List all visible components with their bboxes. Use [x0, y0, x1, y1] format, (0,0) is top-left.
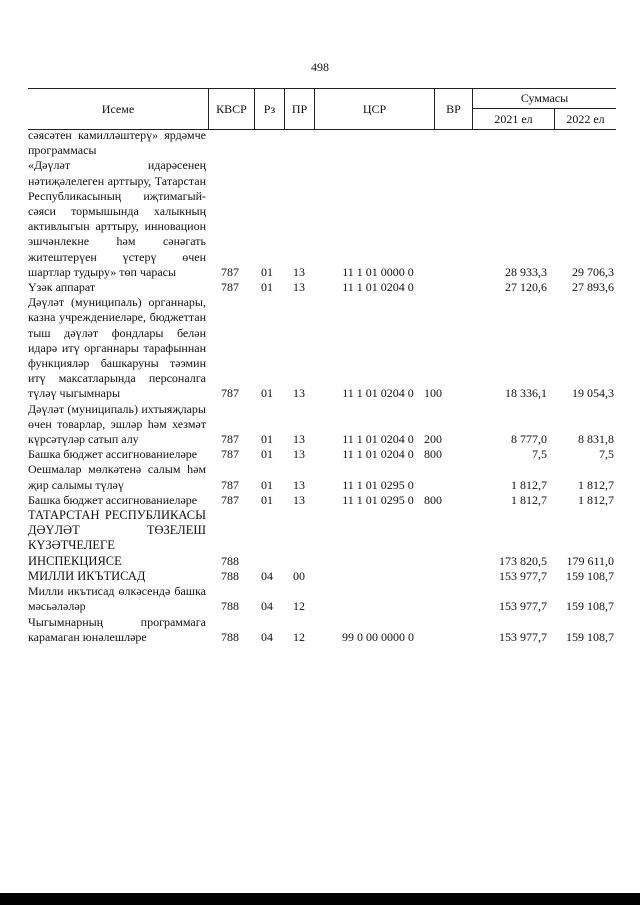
row-kvsr: 787	[221, 386, 239, 401]
row-pr: 13	[293, 386, 305, 401]
row-kvsr: 787	[221, 432, 239, 447]
table-row	[28, 493, 616, 508]
row-csr: 11 1 01 0204 0	[342, 447, 414, 462]
row-sum-2022: 7,5	[599, 447, 614, 462]
table-row	[28, 158, 616, 280]
row-kvsr: 788	[221, 629, 239, 644]
table-row	[28, 402, 616, 448]
row-name: Үзәк аппарат	[28, 280, 96, 295]
row-pr: 13	[293, 280, 305, 295]
table-row	[28, 584, 616, 614]
row-kvsr: 787	[221, 492, 239, 507]
row-sum-2022: 8 831,8	[578, 432, 614, 447]
row-pr: 12	[293, 599, 305, 614]
table-row	[28, 447, 616, 462]
row-sum-2021: 1 812,7	[511, 492, 547, 507]
row-sum-2021: 7,5	[532, 447, 547, 462]
row-name: Дәүләт (муниципаль) ихтыяҗлары өчен товарлар, эшләр һәм хезмәт күрсәтүләр сатып алу	[28, 401, 206, 447]
row-kvsr: 788	[221, 553, 239, 568]
row-name: МИЛЛИ ИКЪТИСАД	[28, 568, 146, 583]
row-sum-2022: 1 812,7	[578, 477, 614, 492]
row-pr: 13	[293, 477, 305, 492]
row-sum-2021: 153 977,7	[499, 568, 547, 583]
row-name: Башка бюджет ассигнованиеләре	[28, 492, 198, 507]
row-csr: 11 1 01 0000 0	[342, 264, 414, 279]
row-kvsr: 788	[221, 568, 239, 583]
table-row	[28, 295, 616, 401]
row-name: сәясәтен камилләштерү» ярдәмче программасы	[28, 128, 206, 158]
page-number: 498	[311, 60, 329, 74]
header-csr: ЦСР	[314, 89, 434, 129]
row-sum-2021: 173 820,5	[499, 553, 547, 568]
row-rz: 04	[261, 629, 273, 644]
row-pr: 13	[293, 432, 305, 447]
row-vr: 800	[424, 447, 442, 462]
row-sum-2021: 153 977,7	[499, 599, 547, 614]
row-name: Чыгымнарның программага карамаган юнәлешләре	[28, 614, 206, 644]
header-name: Исеме	[101, 101, 135, 116]
scan-edge-bar	[0, 893, 640, 905]
row-pr: 12	[293, 629, 305, 644]
row-kvsr: 787	[221, 280, 239, 295]
row-name: Оешмалар мөлкәтенә салым һәм җир салымы түләү	[28, 462, 206, 492]
header-2021: 2021 ел	[472, 109, 554, 129]
row-csr: 11 1 01 0295 0	[342, 477, 414, 492]
header-sums: Суммасы	[472, 89, 616, 109]
row-pr: 13	[293, 264, 305, 279]
row-csr: 11 1 01 0204 0	[342, 280, 414, 295]
row-sum-2022: 29 706,3	[572, 264, 614, 279]
table-header	[28, 88, 616, 130]
header-vr: ВР	[434, 89, 472, 129]
header-kvsr: КВСР	[208, 89, 254, 129]
row-sum-2021: 1 812,7	[511, 477, 547, 492]
row-sum-2021: 28 933,3	[505, 264, 547, 279]
table-body	[28, 128, 616, 645]
row-pr: 13	[293, 492, 305, 507]
row-kvsr: 787	[221, 264, 239, 279]
row-sum-2022: 159 108,7	[566, 629, 614, 644]
table-row	[28, 462, 616, 492]
row-name: Милли икътисад өлкәсендә башка мәсьәләләр	[28, 584, 206, 614]
row-sum-2021: 27 120,6	[505, 280, 547, 295]
row-sum-2022: 27 893,6	[572, 280, 614, 295]
header-2022: 2022 ел	[554, 109, 616, 129]
row-csr: 11 1 01 0204 0	[342, 432, 414, 447]
row-rz: 01	[261, 386, 273, 401]
row-rz: 01	[261, 492, 273, 507]
header-pr: ПР	[284, 89, 314, 129]
row-sum-2022: 179 611,0	[566, 553, 614, 568]
row-pr: 00	[293, 568, 305, 583]
table-row	[28, 128, 616, 158]
header-rz: Рз	[254, 89, 284, 129]
row-name: ТАТАРСТАН РЕСПУБЛИКАСЫ ДӘҮЛӘТ ТӨЗЕЛЕШ КҮЗӘТЧЕЛЕГЕ ИНСПЕКЦИЯСЕ	[28, 508, 206, 568]
row-sum-2022: 159 108,7	[566, 599, 614, 614]
row-sum-2022: 1 812,7	[578, 492, 614, 507]
row-name: «Дәүләт идарәсенең нәтиҗәлелеген арттыру, Татарстан Республикасының иҗтимагый-сәяси тормышында халыкның активлыгын арттыру, инновацион эшчәнлекне һәм сәнәгать житештерүен үстерү өчен шартлар тудыру» төп чарасы	[28, 158, 206, 279]
row-vr: 100	[424, 386, 442, 401]
row-rz: 01	[261, 432, 273, 447]
row-csr: 99 0 00 0000 0	[342, 629, 414, 644]
row-kvsr: 787	[221, 447, 239, 462]
row-sum-2021: 153 977,7	[499, 629, 547, 644]
row-rz: 01	[261, 280, 273, 295]
row-sum-2021: 8 777,0	[511, 432, 547, 447]
row-kvsr: 788	[221, 599, 239, 614]
row-rz: 01	[261, 264, 273, 279]
row-rz: 01	[261, 477, 273, 492]
row-csr: 11 1 01 0204 0	[342, 386, 414, 401]
row-rz: 04	[261, 599, 273, 614]
row-sum-2022: 19 054,3	[572, 386, 614, 401]
row-kvsr: 787	[221, 477, 239, 492]
table-row	[28, 615, 616, 645]
row-name: Дәүләт (муниципаль) органнары, казна учреждениеләре, бюджеттан тыш дәүләт фондлары белән идарә итү органнары тарафыннан функцияләр башкаруны тәэмин итү максатларында персоналга түләү чыгымнары	[28, 295, 206, 401]
row-rz: 04	[261, 568, 273, 583]
table-row	[28, 569, 616, 584]
row-sum-2021: 18 336,1	[505, 386, 547, 401]
row-csr: 11 1 01 0295 0	[342, 492, 414, 507]
table-row	[28, 508, 616, 569]
row-vr: 200	[424, 432, 442, 447]
table-row	[28, 280, 616, 295]
row-name: Башка бюджет ассигнованиеләре	[28, 447, 198, 462]
row-pr: 13	[293, 447, 305, 462]
row-rz: 01	[261, 447, 273, 462]
row-sum-2022: 159 108,7	[566, 568, 614, 583]
row-vr: 800	[424, 492, 442, 507]
